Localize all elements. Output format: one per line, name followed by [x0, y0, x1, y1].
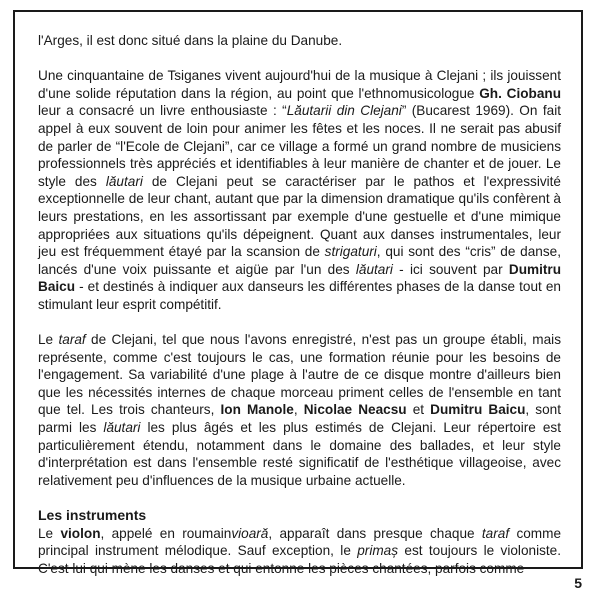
- author-name: Gh. Ciobanu: [479, 85, 561, 101]
- instrument-name: violon: [60, 525, 101, 541]
- musician-name: Nicolae Neacsu: [303, 402, 407, 418]
- section-heading: Les instruments: [38, 507, 147, 524]
- musician-name: Dumitru Baicu: [38, 261, 561, 295]
- body-text: [38, 32, 561, 577]
- paragraph-instruments: Le violon, appelé en roumainvioară, apparaît dans presque chaque taraf comme principal instrument mélodique. Sauf exception, le primaș est toujours le violoniste. C'est lui qui mène les danses et qui entonne les pièces chantées, parfois comme: [38, 525, 562, 576]
- musician-name: Ion Manole: [220, 402, 294, 418]
- paragraph-taraf: Le taraf de Clejani, tel que nous l'avons enregistré, n'est pas un groupe établi, mais représente, comme c'est toujours le cas, une formation réunie pour les besoins de l'engagement. Sa variabilité d'une plage à l'autre de ce disque montre d'ailleurs bien que les nécessités internes de chaque morceau priment celles de l'ensemble en tant que tel. Les trois chanteurs, Ion Manole, Nicolae Neacsu et Dumitru Baicu, sont parmi les lăutari les plus âgés et les plus estimés de Clejani. Leur répertoire est particulièrement étendu, notamment dans le domaine des ballades, et leur style d'interprétation est dans l'ensemble resté significatif de l'esthétique villageoise, avec relativement peu d'influences de la musique urbaine actuelle.: [38, 332, 562, 488]
- paragraph-location: l'Arges, il est donc situé dans la plaine du Danube.: [38, 33, 343, 48]
- musician-name: Dumitru Baicu: [430, 402, 526, 418]
- paragraph-tsiganes: Une cinquantaine de Tsiganes vivent aujourd'hui de la musique à Clejani ; ils jouissent d'une solide réputation dans la région, au point que l'ethnomusicologue Gh. Ciobanu leur a consacré un livre enthousiaste : “Lăutarii din Clejani” (Bucarest 1969). On fait appel à eux souvent de loin pour animer les fêtes et les noces. Il ne serait pas abusif de parler de “l'Ecole de Clejani”, car ce village a formé un grand nombre de musiciens professionnels très appréciés et identifiables à leur manière de chanter et de jouer. Le style des lăutari de Clejani peut se caractériser par le pathos et l'expressivité exceptionnelle de leur chant, autant que par la dimension dramatique qu'ils confèrent à leurs prestations, en les assortissant par exemple d'une gestuelle et d'une mimique appropriées aux situations qu'ils dépeignent. Quant aux danses instrumentales, leur jeu est fréquemment étayé par la scansion de strigaturi, qui sont des “cris” de danse, lancés d'une voix puissante et aigüe par l'un des lăutari - ici souvent par Dumitru Baicu - et destinés à indiquer aux danseurs les différentes phases de la danse tout en stimulant leur esprit compétitif.: [38, 68, 561, 312]
- page-number: 5: [574, 575, 582, 591]
- book-title: Lăutarii din Clejani: [286, 103, 402, 119]
